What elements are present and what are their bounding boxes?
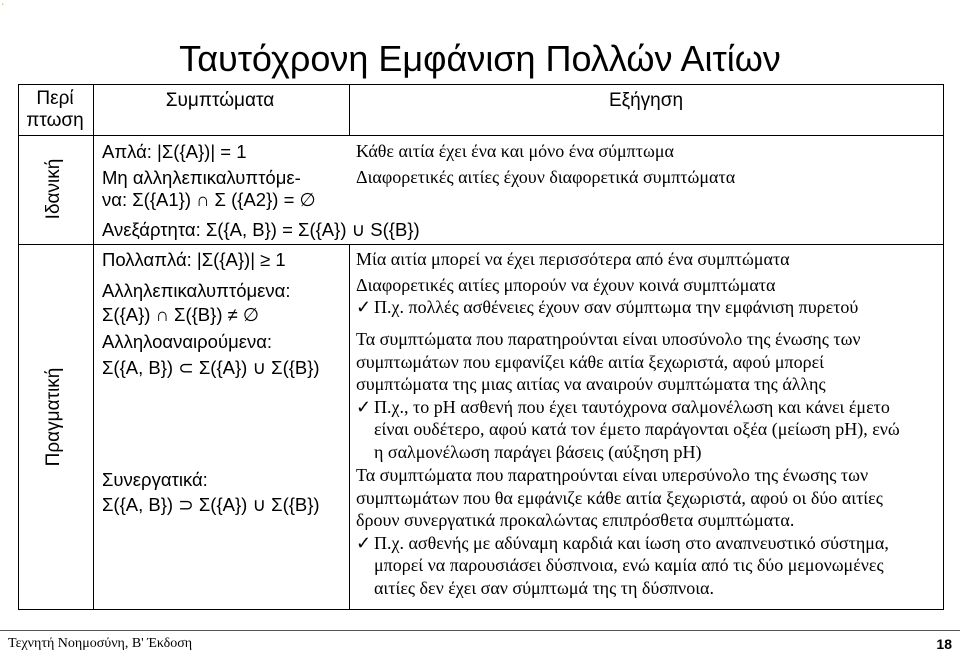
cancel-example: Π.χ., το pH ασθενή που έχει ταυτόχρονα σαλμονέλωση και κάνει έμετο — [374, 396, 890, 417]
row-synergy-right — [356, 464, 889, 599]
cancel-line-6: η σαλμονέλωση παράγει βάσεις (αύξηση pH) — [374, 441, 702, 462]
formula-independent: : Σ({A, B}) = Σ({A}) ∪ S({B}) — [195, 219, 420, 240]
column-divider-left — [93, 85, 94, 609]
term-simple: Απλά — [102, 141, 147, 162]
row-multiple-right: Μία αιτία μπορεί να έχει περισσότερα από ένα συμπτώματα — [356, 249, 790, 269]
header-divider — [19, 135, 943, 136]
header-case-line1: Περί — [36, 88, 74, 109]
term-independent: Ανεξάρτητα — [102, 219, 196, 240]
term-multiple: Πολλαπλά — [102, 249, 187, 270]
row-independent — [102, 219, 420, 241]
footer-page-number: 18 — [936, 636, 952, 652]
term-nonoverlap-end: να — [102, 189, 122, 210]
row-nonoverlap-left-2 — [102, 189, 316, 211]
row-cancel-right — [356, 328, 900, 463]
header-case — [18, 88, 92, 132]
row-simple-right: Κάθε αιτία έχει ένα και μόνο ένα σύμπτωμα — [356, 141, 674, 161]
row-overlap-right-1: Διαφορετικές αιτίες μπορούν να έχουν κοινά συμπτώματα — [356, 275, 776, 295]
cancel-line-4 — [356, 396, 900, 419]
cancel-line-2: συμπτωμάτων που εμφανίζει κάθε αιτία ξεχωριστά, αφού μπορεί — [356, 351, 824, 372]
formula-nonoverlap: : Σ({A1}) ∩ Σ ({A2}) = ∅ — [121, 189, 316, 210]
row-simple-left — [102, 141, 247, 163]
footer-book-title: Τεχνητή Νοημοσύνη, B' Έκδοση — [8, 636, 193, 651]
header-explanation: Εξήγηση — [608, 90, 684, 111]
synergy-line-2: συμπτωμάτων που θα εμφάνιζε κάθε αιτία ξεχωριστά, αφού οι δύο αιτίες — [356, 487, 883, 508]
formula-simple: : |Σ({A})| = 1 — [146, 141, 247, 162]
cancel-line-1: Τα συμπτώματα που παρατηρούνται είναι υποσύνολο της ένωσης των — [356, 329, 861, 349]
synergy-line-6: αιτίες δεν έχει σαν σύμπτωμά της τη δύσπνοια. — [374, 577, 714, 598]
synergy-line-1: Τα συμπτώματα που παρατηρούνται είναι υπερσύνολο της ένωσης των — [356, 465, 869, 485]
slide-title: Ταυτόχρονη Εμφάνιση Πολλών Αιτίων — [179, 38, 781, 79]
group-label-ideal: Ιδανική — [43, 158, 64, 220]
cancel-line-3: συμπτώματα της μιας αιτίας να αναιρούν συμπτώματα της άλλης — [356, 374, 826, 394]
synergy-line-4 — [356, 532, 889, 555]
check-icon: ✓ — [356, 297, 372, 317]
header-symptoms: Συμπτώματα — [165, 90, 275, 111]
footer-divider — [0, 630, 960, 631]
header-case-line2: πτωση — [26, 110, 84, 131]
row-nonoverlap-left-1: Μη αλληλεπικαλυπτόμε- — [102, 167, 301, 188]
group-label-real: Πραγματική — [43, 367, 64, 467]
row-overlap-right-2 — [356, 296, 858, 319]
row-synergy-left-1: Συνεργατικά: — [102, 469, 208, 490]
synergy-example: Π.χ. ασθενής με αδύναμη καρδιά και ίωση στο αναπνευστικό σύστημα, — [374, 532, 889, 553]
corner-marker: ʻ — [2, 2, 4, 11]
row-cancel-left-1: Αλληλοαναιρούμενα: — [102, 331, 273, 352]
cancel-line-5: είναι ουδέτερο, αφού κατά τον έμετο παράγονται οξέα (μείωση pH), ενώ — [374, 419, 900, 439]
row-cancel-left-2: Σ({A, B}) ⊂ Σ({A}) ∪ Σ({B}) — [102, 357, 320, 378]
overlap-example: Π.χ. πολλές ασθένειες έχουν σαν σύμπτωμα την εμφάνιση πυρετού — [374, 297, 859, 317]
synergy-line-5: μπορεί να παρουσιάσει δύσπνοια, ενώ καμία από τις δύο μεμονωμένες — [374, 555, 884, 575]
formula-multiple: : |Σ({A})| ≥ 1 — [186, 249, 286, 270]
group-divider — [19, 244, 943, 245]
synergy-line-3: δρουν συνεργατικά προκαλώντας επιπρόσθετα συμπτώματα. — [356, 510, 795, 530]
row-overlap-left-2: Σ({A}) ∩ Σ({B}) ≠ ∅ — [102, 304, 260, 325]
column-divider-real — [349, 244, 350, 609]
check-icon: ✓ — [356, 532, 372, 553]
row-overlap-left-1: Αλληλεπικαλυπτόμενα: — [102, 280, 291, 301]
row-synergy-left-2: Σ({A, B}) ⊃ Σ({A}) ∪ Σ({B}) — [102, 494, 320, 515]
check-icon: ✓ — [356, 396, 372, 417]
row-multiple-left — [102, 249, 286, 271]
row-nonoverlap-right: Διαφορετικές αιτίες έχουν διαφορετικά συμπτώματα — [356, 167, 736, 187]
